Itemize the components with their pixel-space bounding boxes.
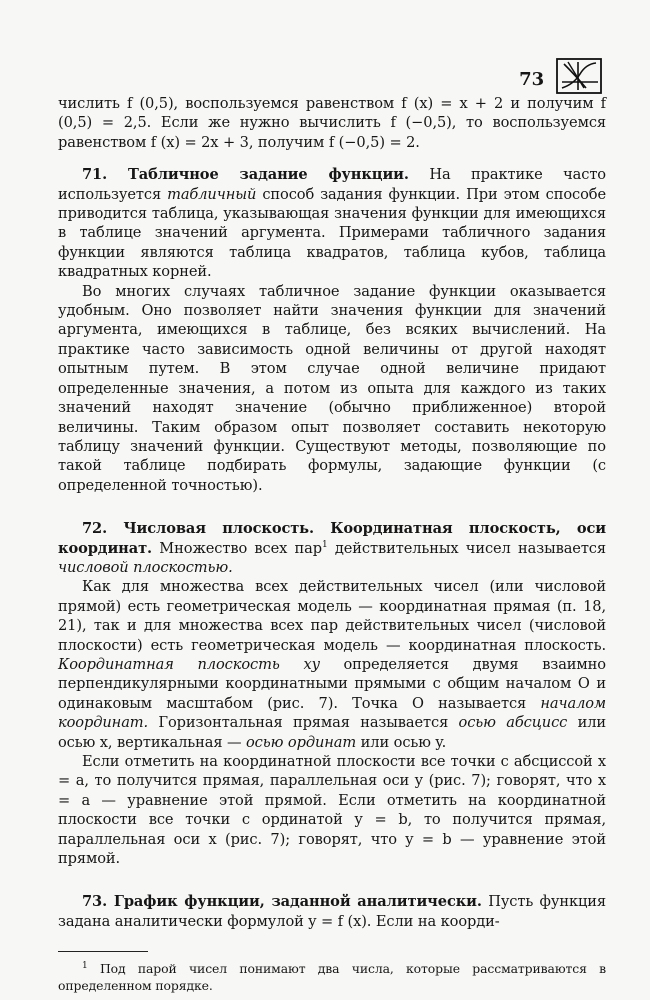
footnote [58, 960, 606, 994]
footnote-mark: 1 [82, 961, 88, 972]
graph-logo-icon [556, 58, 602, 94]
section-72-heading: 72. Числовая плоскость. Координатная плоскость, оси координат. [58, 520, 606, 557]
section-71-paragraph-2: Во многих случаях табличное задание функции оказывается удобным. Оно позволяет найти значения функции для значений аргумента, имеющихся в таблице, без всяких вычислений. На практике часто зависимость одной величины от другой находят опытным путем. В этом случае одной величине придают определенные значения, а потом из опыта для каждого из таких значений находят значение (обычно приближенное) второй величины. Таким образом опыт позволяет составить некоторую таблицу значений функции. Существуют методы, позволяющие по такой таблице подбирать формулы, задающие функции (с определенной точностью). [58, 282, 606, 494]
term-italic: Координатная плоскость xy [58, 655, 320, 673]
page-number: 73 [519, 69, 544, 90]
section-71-paragraph-1 [58, 165, 606, 281]
term-italic: осью абсцисс [458, 714, 568, 732]
section-73-paragraph-1 [58, 892, 606, 931]
footnote-reference: 1 [321, 539, 328, 550]
section-72-paragraph-1 [58, 519, 606, 577]
page-header [58, 62, 606, 92]
section-73-heading: 73. График функции, заданной аналитически. [82, 893, 482, 911]
text-run: действительных чисел называется [327, 539, 606, 557]
term-italic: началом координат. [58, 694, 606, 732]
term-italic: табличный [167, 185, 257, 203]
text-run: или осью x, вертикальная — [58, 714, 606, 751]
footnote-text: Под парой чисел понимают два числа, которые рассматриваются в определенном порядке. [58, 961, 606, 994]
term-italic: числовой плоскостью. [58, 558, 233, 576]
section-72-paragraph-2 [58, 577, 606, 752]
text-run: На практике часто используется [58, 166, 606, 203]
footnote-divider [58, 951, 148, 952]
page [58, 62, 606, 994]
text-run: определяется двумя взаимно перпендикулярными координатными прямыми с общим началом O и одинаковым масштабом (рис. 7). Точка O называется [58, 655, 606, 712]
text-run: или осью y. [356, 733, 447, 751]
text-run: Множество всех пар [152, 539, 322, 557]
text-run: Как для множества всех действительных чисел (или числовой прямой) есть геометрическая модель — координатная прямая (п. 18, 21), так и для множества всех пар действительных чисел (числовой плоскости) есть геометрическая модель — координатная плоскость. [58, 578, 606, 654]
text-run: способ задания функции. При этом способе приводится таблица, указывающая значения функции для имеющихся в таблице значений аргумента. Примерами табличного задания функции являются таблица квадратов, таблица кубов, таблица квадратных корней. [58, 185, 606, 281]
text-run: Пусть функция задана аналитически формулой y = f (x). Если на коорди- [58, 893, 606, 930]
text-run: Горизонтальная прямая называется [148, 714, 459, 732]
term-italic: осью ординат [246, 733, 357, 751]
section-71-heading: 71. Табличное задание функции. [82, 166, 409, 184]
intro-paragraph: числить f (0,5), воспользуемся равенством f (x) = x + 2 и получим f (0,5) = 2,5. Если же нужно вычислить f (−0,5), то воспользуемся равенством f (x) = 2x + 3, получим f (−0,5) = 2. [58, 95, 606, 151]
section-72-paragraph-3: Если отметить на координатной плоскости все точки с абсциссой x = a, то получится прямая, параллельная оси y (рис. 7); говорят, что x = a — уравнение этой прямой. Если отметить на координатной плоскости все точки с ординатой y = b, то получится прямая, параллельная оси x (рис. 7); говорят, что y = b — уравнение этой прямой. [58, 753, 606, 868]
